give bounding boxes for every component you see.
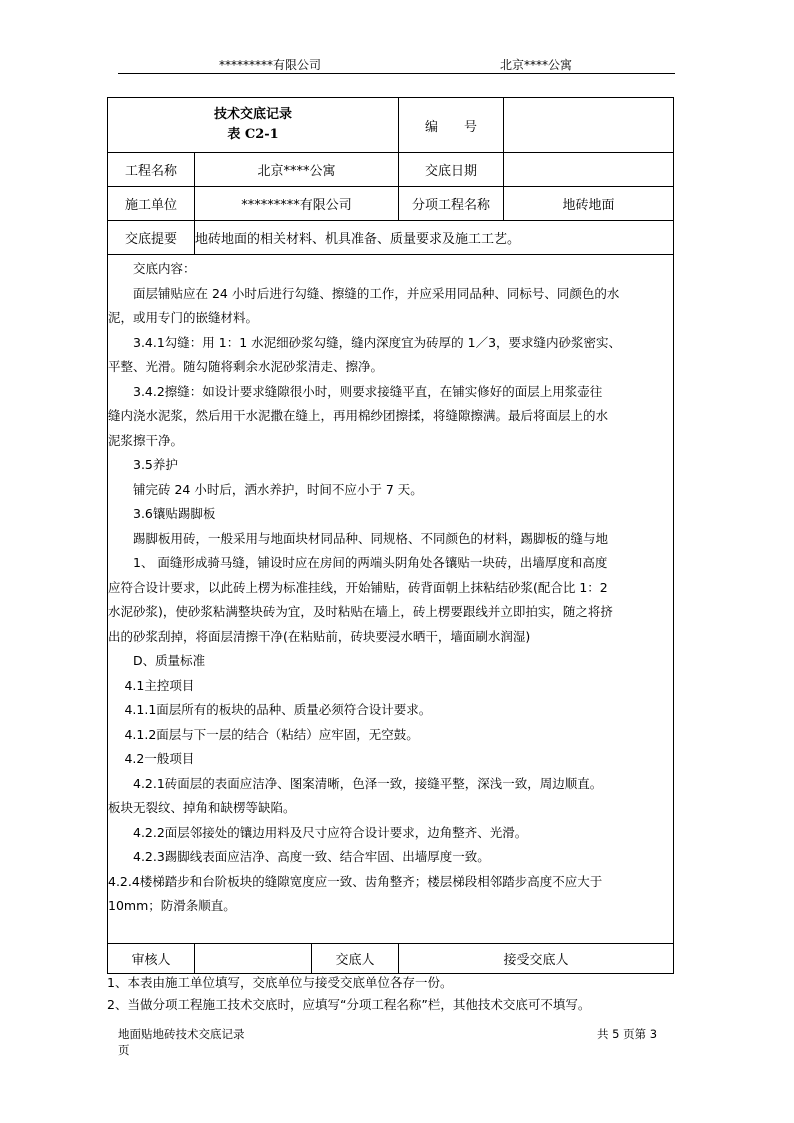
content-line: 泥浆擦干净。 — [108, 432, 184, 448]
content-line: 4.2.1砖面层的表面应洁净、图案清晰，色泽一致，接缝平整，深浅一致，周边顺直。 — [108, 775, 603, 791]
sub-project-value: 地砖地面 — [504, 187, 674, 221]
content-line: 4.2.3踢脚线表面应洁净、高度一致、结合牢固、出墙厚度一致。 — [108, 849, 490, 864]
form-table-no: 表 C2-1 — [227, 127, 279, 142]
content-line: 3.4.1勾缝：用 1：1 水泥细砂浆勾缝，缝内深度宜为砖厚的 1／3，要求缝内砂浆密实、 — [108, 334, 622, 350]
content-line: 踢脚板用砖，一般采用与地面块材同品种、同规格、不同颜色的材料，踢脚板的缝与地 — [108, 530, 609, 546]
content-line: 应符合设计要求，以此砖上楞为标准挂线，开始铺贴，砖背面朝上抹粘结砂浆(配合比 1：2 — [108, 579, 608, 595]
project-name-value: 北京****公寓 — [195, 153, 399, 187]
construction-unit-value: *********有限公司 — [195, 187, 399, 221]
discloser-label: 交底人 — [312, 944, 399, 974]
content-line: 铺完砖 24 小时后，洒水养护，时间不应小于 7 天。 — [108, 481, 423, 497]
content-line: 泥，或用专门的嵌缝材料。 — [108, 310, 259, 325]
content-line: 缝内浇水泥浆，然后用干水泥撒在缝上，再用棉纱团擦揉，将缝隙擦满。最后将面层上的水 — [108, 408, 609, 423]
disclosure-content — [108, 255, 674, 944]
content-line: 4.2一般项目 — [108, 751, 195, 766]
content-line: 4.1主控项目 — [108, 677, 195, 693]
receiver-label: 接受交底人 — [503, 953, 569, 968]
content-line: D、质量标准 — [108, 653, 206, 668]
project-name-label: 工程名称 — [108, 153, 195, 187]
note-item: 2、当做分项工程施工技术交底时，应填写“分项工程名称”栏，其他技术交底可不填写。 — [107, 997, 591, 1012]
content-line: 4.2.2面层邻接处的镶边用料及尺寸应符合设计要求，边角整齐、光滑。 — [108, 824, 528, 840]
reviewer-label: 审核人 — [108, 944, 195, 974]
content-line: 4.1.2面层与下一层的结合（粘结）应牢固，无空鼓。 — [108, 726, 419, 742]
content-line: 板块无裂纹、掉角和缺楞等缺陷。 — [108, 800, 296, 815]
content-line: 4.1.1面层所有的板块的品种、质量必须符合设计要求。 — [108, 702, 432, 717]
content-line: 水泥砂浆)，使砂浆粘满整块砖为宜，及时粘贴在墙上，砖上楞要跟线并立即拍实，随之将挤 — [108, 604, 613, 619]
footer-page-info-cont: 页 — [118, 1043, 130, 1057]
disclosure-form-table — [107, 97, 674, 974]
construction-unit-label: 施工单位 — [108, 187, 195, 221]
summary-label: 交底提要 — [108, 221, 195, 255]
form-title: 技术交底记录 — [214, 107, 293, 122]
serial-value — [504, 98, 674, 153]
disclosure-date-value — [504, 153, 674, 187]
form-notes — [107, 972, 590, 1016]
summary-value: 地砖地面的相关材料、机具准备、质量要求及施工工艺。 — [195, 221, 674, 255]
content-line: 4.2.4楼梯踏步和台阶板块的缝隙宽度应一致、齿角整齐；楼层梯段相邻踏步高度不应大于 — [108, 873, 603, 889]
receiver-cell — [399, 944, 674, 974]
disclosure-content-lines — [108, 257, 671, 919]
content-line: 出的砂浆刮掉，将面层清擦干净(在粘贴前，砖块要浸水晒干，墙面刷水润湿) — [108, 628, 531, 644]
content-line: 面层铺贴应在 24 小时后进行勾缝、擦缝的工作，并应采用同品种、同标号、同颜色的水 — [108, 285, 620, 301]
footer-page-info: 共 5 页第 3 — [597, 1027, 658, 1041]
disclosure-date-label: 交底日期 — [399, 153, 504, 187]
form-title-cell — [108, 98, 399, 153]
sub-project-label: 分项工程名称 — [399, 187, 504, 221]
content-line: 3.5养护 — [108, 457, 178, 472]
note-item: 1、本表由施工单位填写，交底单位与接受交底单位各存一份。 — [107, 975, 453, 990]
reviewer-value — [195, 944, 312, 974]
header-company: *********有限公司 — [219, 58, 322, 72]
content-line: 交底内容： — [108, 261, 196, 276]
content-line: 3.4.2擦缝：如设计要求缝隙很小时，则要求接缝平直，在铺实修好的面层上用浆壶往 — [108, 383, 603, 399]
content-line: 10mm；防滑条顺直。 — [108, 898, 236, 913]
serial-label: 编 号 — [399, 98, 504, 153]
content-line: 3.6镶贴踢脚板 — [108, 506, 216, 521]
header-rule — [118, 73, 675, 74]
content-line: 1、 面缝形成骑马缝，铺设时应在房间的两端头阴角处各镶贴一块砖，出墙厚度和高度 — [108, 555, 608, 570]
content-line: 平整、光滑。随勾随将剩余水泥砂浆清走、擦净。 — [108, 359, 384, 374]
header-project: 北京****公寓 — [500, 58, 573, 72]
footer-doc-title: 地面贴地砖技术交底记录 — [118, 1027, 245, 1041]
